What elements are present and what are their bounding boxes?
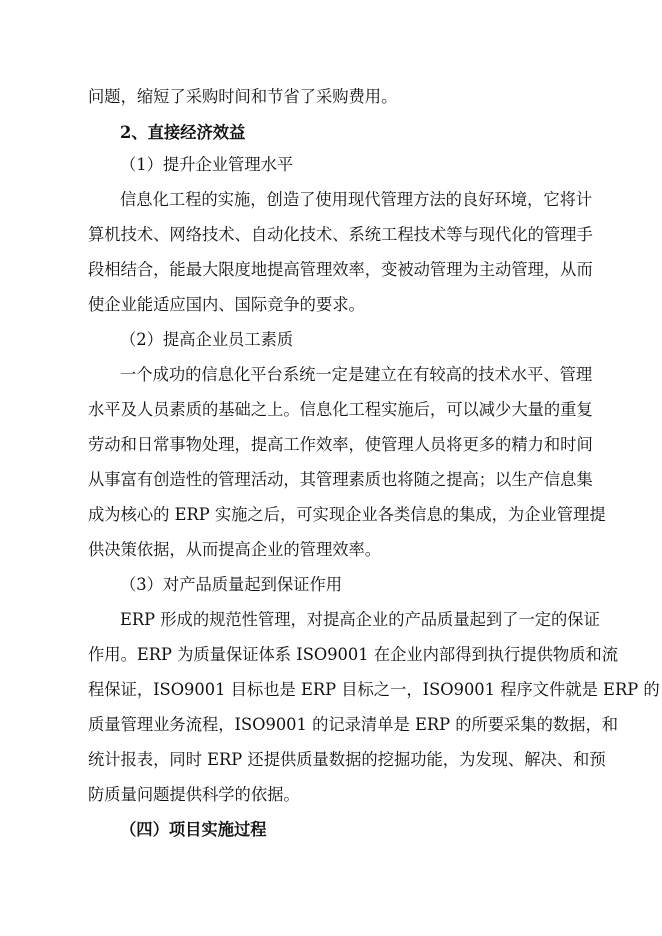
paragraph-line: 水平及人员素质的基础之上。信息化工程实施后，可以减少大量的重复 [88,400,593,419]
paragraph-line: 信息化工程的实施，创造了使用现代管理方法的良好环境，它将计 [120,190,593,209]
paragraph-line: 一个成功的信息化平台系统一定是建立在有较高的技术水平、管理 [120,365,593,384]
paragraph-line: 统计报表，同时 ERP 还提供质量数据的挖掘功能，为发现、解决、和预 [88,750,606,769]
paragraph-line: 成为核心的 ERP 实施之后，可实现企业各类信息的集成，为企业管理提 [88,505,606,524]
section-heading: 2、直接经济效益 [120,123,246,142]
paragraph-line: 使企业能适应国内、国际竞争的要求。 [88,295,365,314]
paragraph-line: 程保证，ISO9001 目标也是 ERP 目标之一，ISO9001 程序文件就是 ERP 的 [88,680,660,699]
subsection-title: （1）提升企业管理水平 [120,155,294,174]
paragraph-line: ERP 形成的规范性管理，对提高企业的产品质量起到了一定的保证 [120,610,600,629]
paragraph-line: 从事富有创造性的管理活动，其管理素质也将随之提高；以生产信息集 [88,470,593,489]
paragraph-line: 算机技术、网络技术、自动化技术、系统工程技术等与现代化的管理手 [88,225,593,244]
subsection-title: （2）提高企业员工素质 [120,330,294,349]
subsection-title: （3）对产品质量起到保证作用 [120,575,343,594]
paragraph-line: 防质量问题提供科学的依据。 [88,785,300,804]
paragraph-line: 段相结合，能最大限度地提高管理效率，变被动管理为主动管理，从而 [88,260,593,279]
paragraph-line: 作用。ERP 为质量保证体系 ISO9001 在企业内部得到执行提供物质和流 [88,645,619,664]
paragraph-line: 供决策依据，从而提高企业的管理效率。 [88,540,382,559]
paragraph-line: 质量管理业务流程，ISO9001 的记录清单是 ERP 的所要采集的数据，和 [88,715,619,734]
paragraph-continuation: 问题，缩短了采购时间和节省了采购费用。 [88,87,398,106]
paragraph-line: 劳动和日常事物处理，提高工作效率，使管理人员将更多的精力和时间 [88,435,593,454]
section-heading: （四）项目实施过程 [120,820,267,839]
